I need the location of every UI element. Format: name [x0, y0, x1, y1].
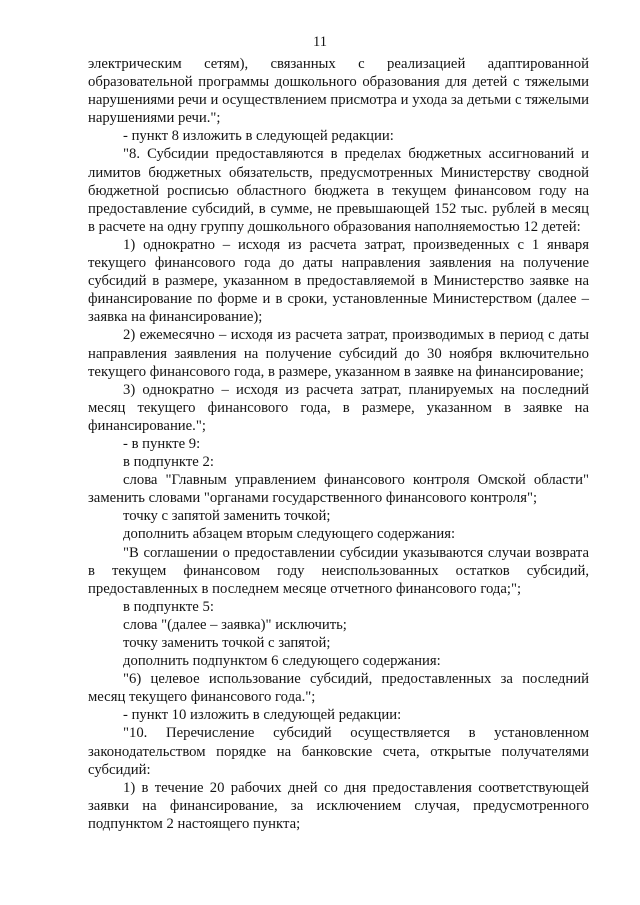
paragraph: 1) в течение 20 рабочих дней со дня предоставления соответствующей заявки на финансирование, за исключением случая, предусмотренного подпунктом 2 настоящего пункта;	[88, 779, 589, 832]
paragraph: "8. Субсидии предоставляются в пределах бюджетных ассигнований и лимитов бюджетных обязательств, предусмотренных Министерству сводной бюджетной росписью областного бюджета в текущем финансовом году на предоставление субсидий, в сумме, не превышающей 152 тыс. рублей в месяц в расчете на одну группу дошкольного образования наполняемостью 12 детей:	[88, 146, 589, 235]
document-body	[88, 55, 589, 833]
paragraph: - в пункте 9:	[123, 435, 201, 452]
paragraph: 2) ежемесячно – исходя из расчета затрат, производимых в период с даты направления заявления на получение субсидий до 30 ноября включительно текущего финансового года, в размере, указанном в заявке на финансирование;	[88, 327, 589, 380]
paragraph: - пункт 10 изложить в следующей редакции:	[123, 707, 402, 724]
paragraph: "10. Перечисление субсидий осуществляется в установленном законодательством порядке на банковские счета, открытые получателями субсидий:	[88, 725, 589, 778]
paragraph: точку с запятой заменить точкой;	[123, 508, 331, 525]
paragraph: 3) однократно – исходя из расчета затрат, планируемых на последний месяц текущего финансового года, в размере, указанном в заявке на финансирование.";	[88, 381, 589, 434]
page-number: 11	[313, 34, 327, 50]
paragraph: в подпункте 5:	[123, 598, 214, 615]
paragraph: слова "(далее – заявка)" исключить;	[123, 616, 347, 633]
paragraph: в подпункте 2:	[123, 454, 214, 471]
paragraph: - пункт 8 изложить в следующей редакции:	[123, 128, 394, 145]
paragraph: "В соглашении о предоставлении субсидии указываются случаи возврата в текущем финансовом году неиспользованных остатков субсидий, предоставленных в последнем месяце отчетного финансового года;";	[88, 544, 589, 597]
paragraph: 1) однократно – исходя из расчета затрат, произведенных с 1 января текущего финансового года до даты направления заявления на получение субсидий в размере, указанном в предоставляемой в Министерство заявке на финансирование по форме и в сроки, установленные Министерством (далее – заявка на финансирование);	[88, 236, 589, 326]
paragraph: электрическим сетям), связанных с реализацией адаптированной образовательной программы дошкольного образования для детей с тяжелыми нарушениями речи и осуществлением присмотра и ухода за детьми с тяжелыми нарушениями речи.";	[88, 56, 589, 127]
paragraph: слова "Главным управлением финансового контроля Омской области" заменить словами "органами государственного финансового контроля";	[88, 472, 589, 507]
paragraph: точку заменить точкой с запятой;	[123, 635, 331, 651]
paragraph: дополнить абзацем вторым следующего содержания:	[123, 526, 456, 543]
paragraph: "6) целевое использование субсидий, предоставленных за последний месяц текущего финансового года.";	[88, 671, 589, 706]
paragraph: дополнить подпунктом 6 следующего содержания:	[123, 653, 441, 670]
